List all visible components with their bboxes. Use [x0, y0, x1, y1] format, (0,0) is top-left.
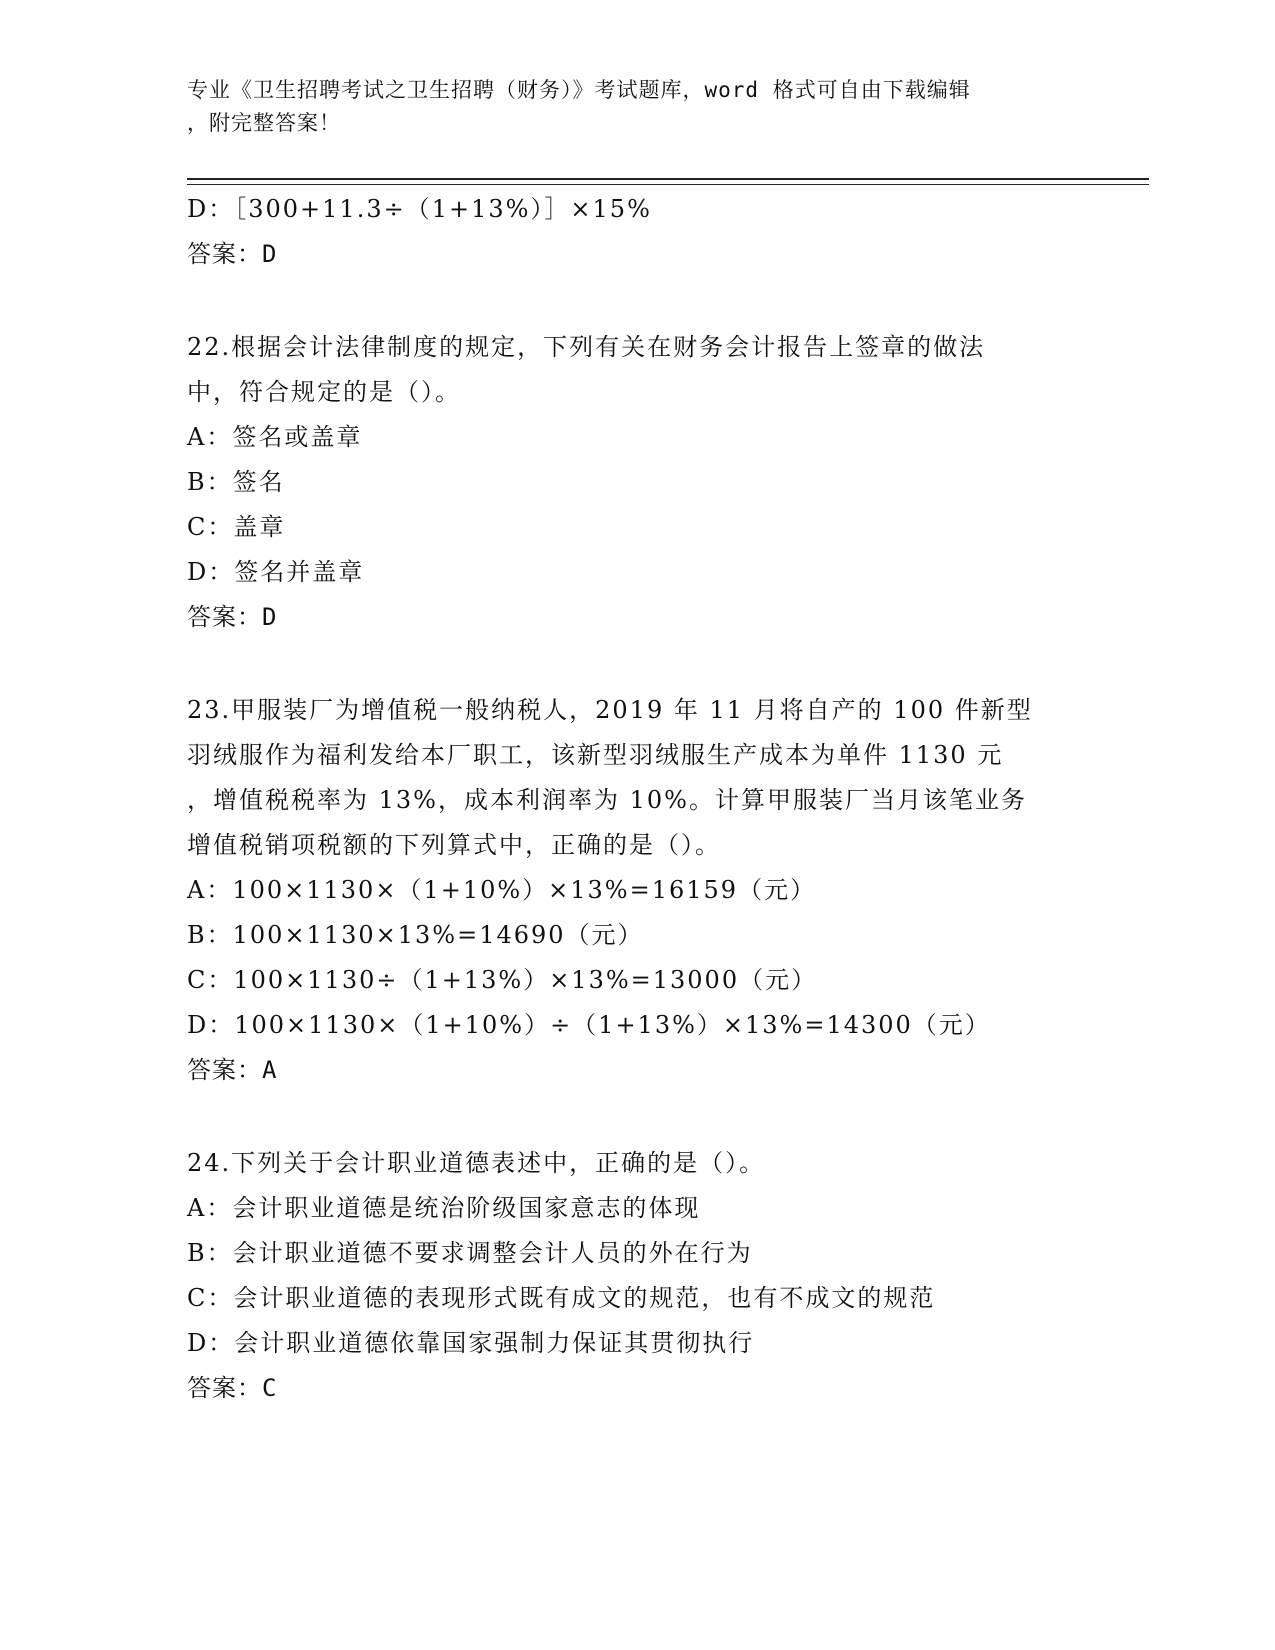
question-list: [187, 187, 1087, 1411]
question-24: [187, 1141, 1087, 1411]
question-stem-line: ，增值税税率为 13%，成本利润率为 10%。计算甲服装厂当月该笔业务: [187, 786, 1027, 814]
option-d: D：100×1130×（1+10%）÷（1+13%）×13%=14300（元）: [187, 1011, 991, 1039]
spacer: [187, 1093, 1087, 1141]
answer-line: 答案：C: [187, 1374, 278, 1402]
option-d: D：［300+11.3÷（1+13%）］×15%: [187, 195, 652, 223]
header-line-1: 专业《卫生招聘考试之卫生招聘（财务）》考试题库，word 格式可自由下载编辑: [187, 78, 971, 102]
answer-line: 答案：D: [187, 240, 278, 268]
question-stem-line: 22.根据会计法律制度的规定，下列有关在财务会计报告上签章的做法: [187, 333, 986, 361]
option-d: D：会计职业道德依靠国家强制力保证其贯彻执行: [187, 1329, 755, 1357]
answer-line: 答案：D: [187, 603, 278, 631]
question-23: [187, 688, 1087, 1093]
option-c: C：盖章: [187, 513, 286, 541]
option-b: B：签名: [187, 468, 285, 496]
question-stem-line: 24.下列关于会计职业道德表述中，正确的是（）。: [187, 1149, 766, 1177]
question-stem-line: 羽绒服作为福利发给本厂职工，该新型羽绒服生产成本为单件 1130 元: [187, 741, 1004, 769]
header-line-2: ，附完整答案！: [187, 111, 341, 135]
page-header: [187, 74, 1067, 140]
option-c: C：100×1130÷（1+13%）×13%=13000（元）: [187, 966, 818, 994]
option-d: D：签名并盖章: [187, 558, 365, 586]
answer-line: 答案：A: [187, 1056, 278, 1084]
question-stem-line: 中，符合规定的是（）。: [187, 378, 461, 406]
option-a: A：签名或盖章: [187, 423, 363, 451]
option-c: C：会计职业道德的表现形式既有成文的规范，也有不成文的规范: [187, 1284, 936, 1312]
option-b: B：100×1130×13%=14690（元）: [187, 921, 644, 949]
question-stem-line: 23.甲服装厂为增值税一般纳税人，2019 年 11 月将自产的 100 件新型: [187, 696, 1033, 724]
header-divider-thin: [187, 184, 1149, 185]
question-21-tail: [187, 187, 1087, 277]
option-b: B：会计职业道德不要求调整会计人员的外在行为: [187, 1239, 753, 1267]
question-22: [187, 325, 1087, 640]
question-stem-line: 增值税销项税额的下列算式中，正确的是（）。: [187, 831, 721, 859]
spacer: [187, 640, 1087, 688]
header-divider-thick: [187, 178, 1149, 180]
option-a: A：会计职业道德是统治阶级国家意志的体现: [187, 1194, 701, 1222]
spacer: [187, 277, 1087, 325]
option-a: A：100×1130×（1+10%）×13%=16159（元）: [187, 876, 817, 904]
